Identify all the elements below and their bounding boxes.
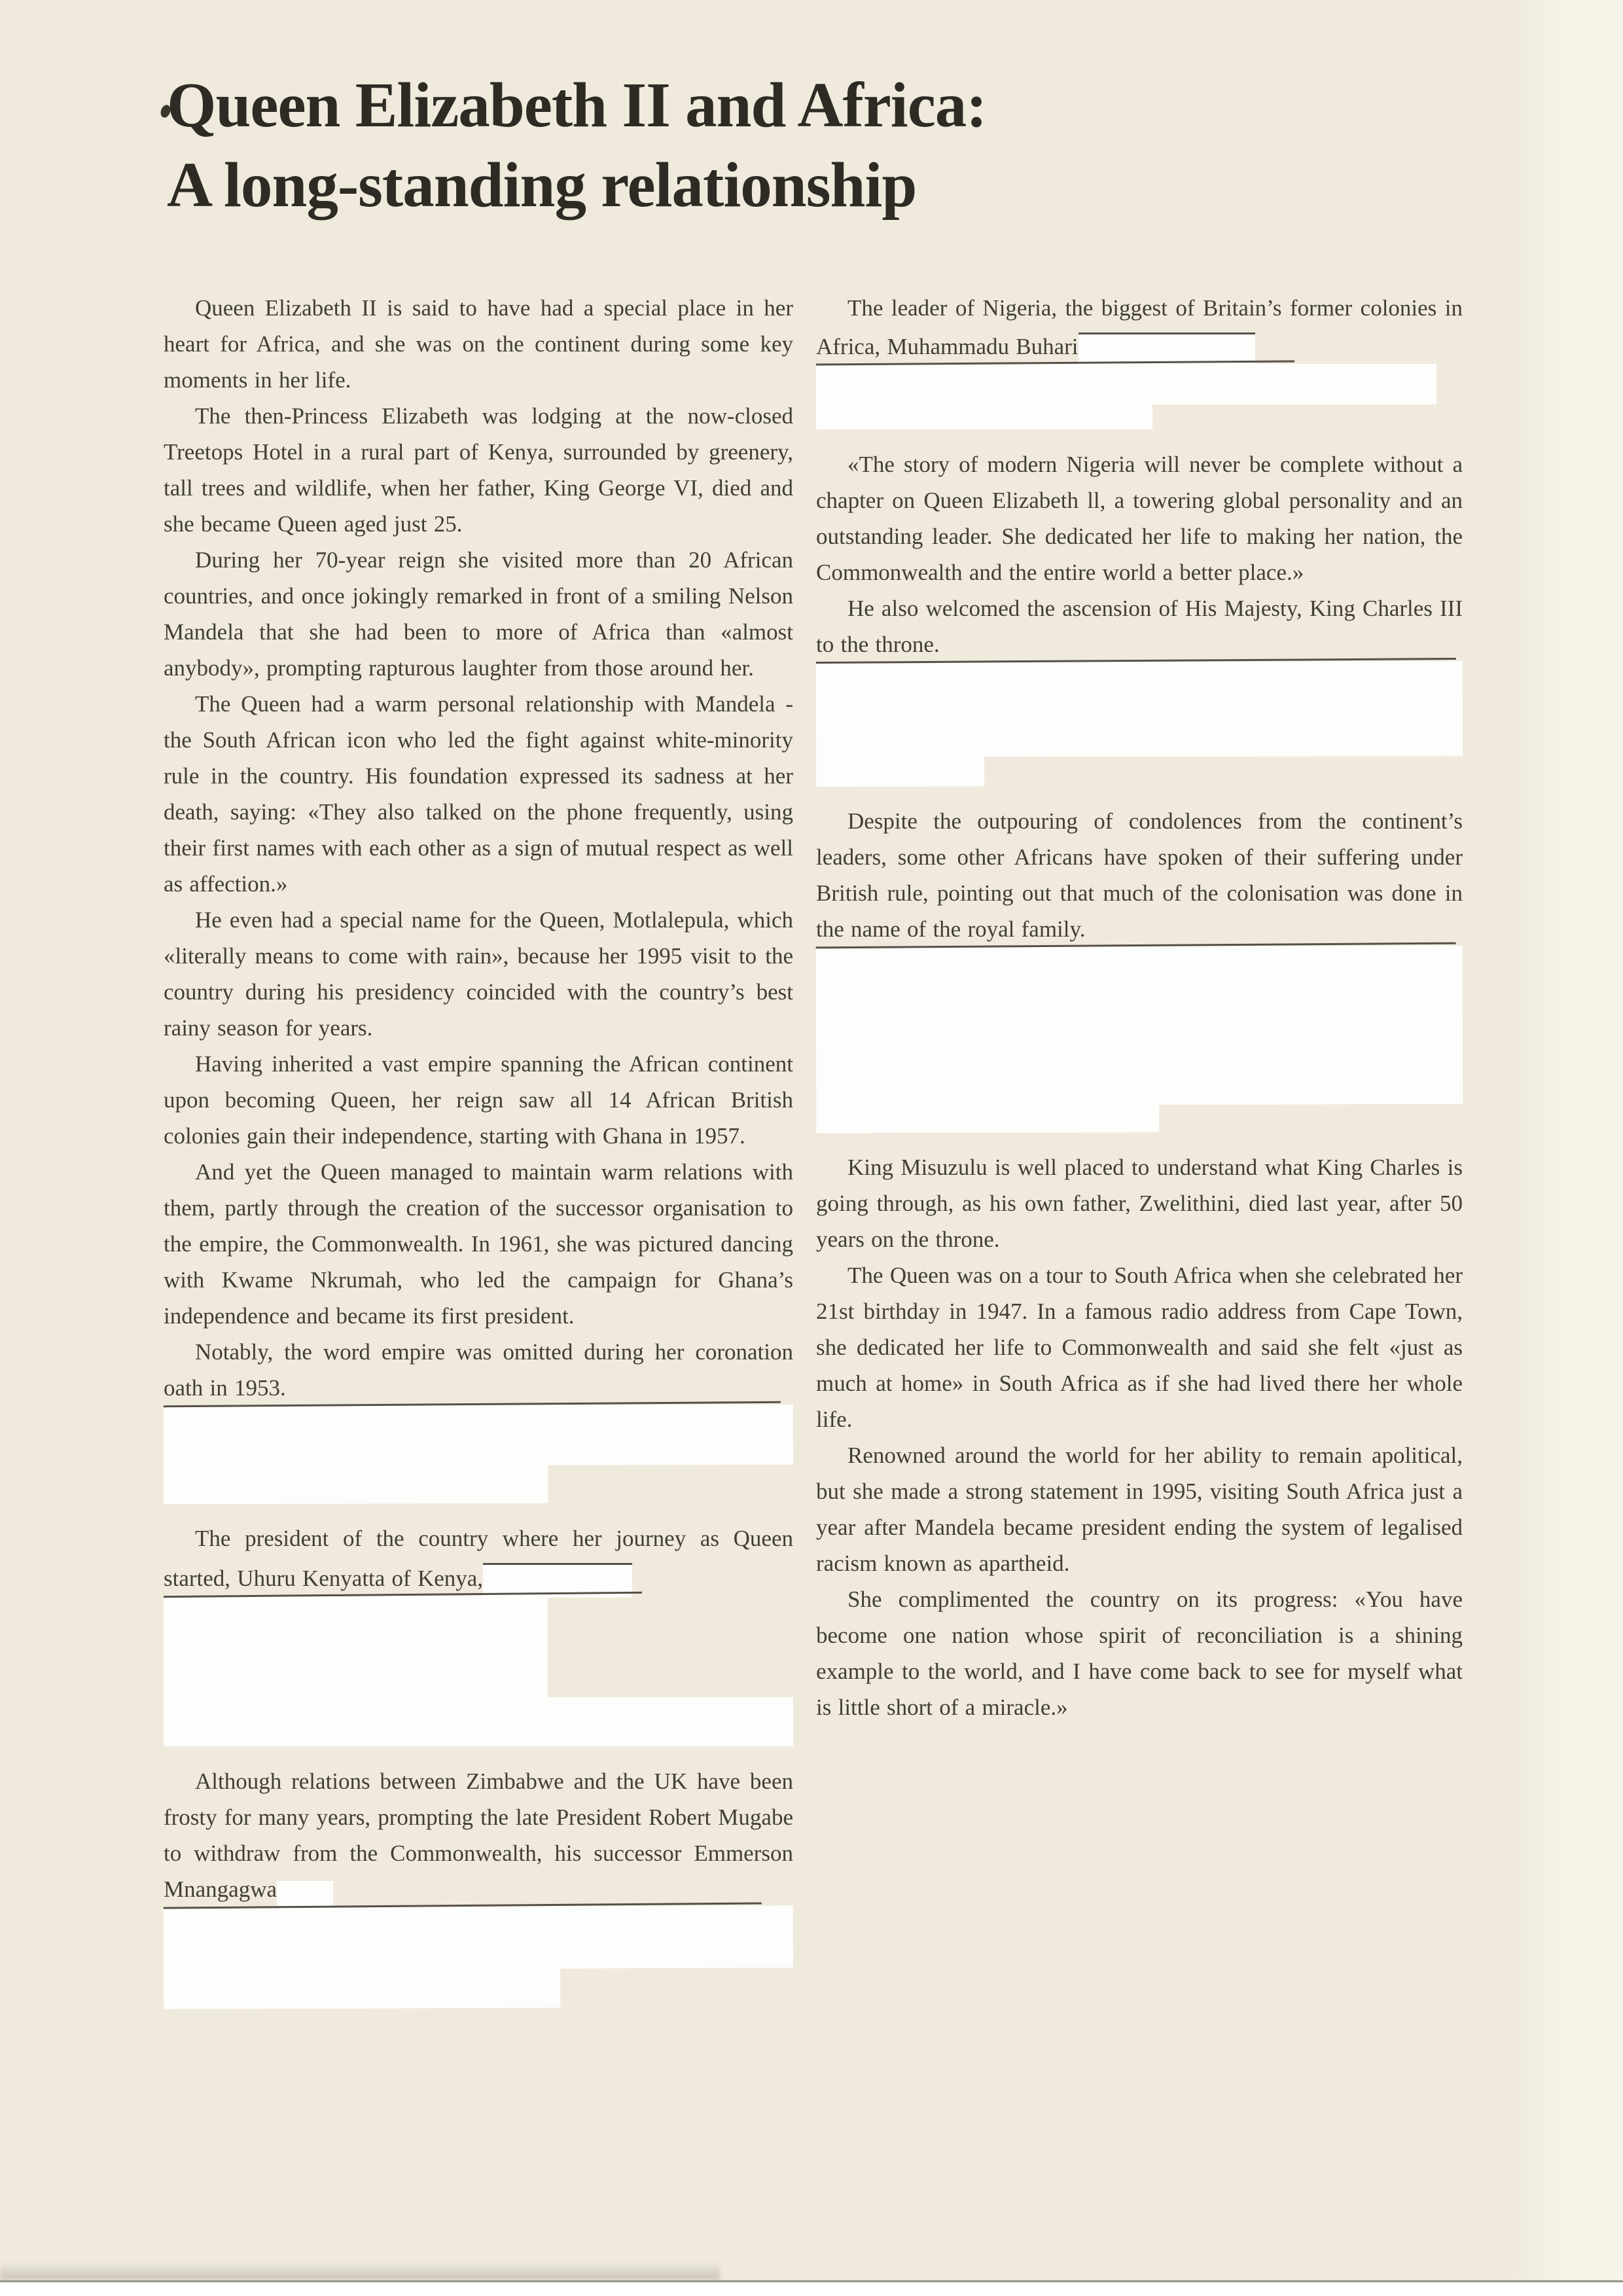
redaction-box — [816, 362, 1463, 429]
paragraph — [164, 1520, 793, 1596]
redaction-area — [164, 1969, 560, 2009]
redaction-box — [164, 1594, 793, 1746]
paragraph: The then-Princess Elizabeth was lodging at the now-closed Treetops Hotel in a rural part of Kenya, surrounded by greenery, tall trees and wildlife, when her father, King George VI, died and she became Queen aged just 25. — [164, 403, 793, 537]
paragraph: King Misuzulu is well placed to understand what King Charles is going through, as his own father, Zwelithini, died last year, after 50 years on the throne. — [816, 1155, 1463, 1252]
paragraph: The Queen was on a tour to South Africa when she celebrated her 21st birthday in 1947. In a famous radio address from Cape Town, she dedicated her life to Commonwealth and said she felt «just as much at home» in South Africa as if she had lived there her whole life. — [816, 1263, 1463, 1432]
redaction-area — [816, 404, 1152, 429]
paragraph: Having inherited a vast empire spanning the African continent upon becoming Queen, her reign saw all 14 African British colonies gain their independence, starting with Ghana in 1957. — [164, 1051, 793, 1149]
paragraph: Renowned around the world for her ability to remain apolitical, but she made a strong statement in 1995, visiting South Africa just a year after Mandela became president ending the system of legalised racism known as apartheid. — [816, 1443, 1463, 1576]
redaction-area — [816, 364, 1436, 404]
redaction-area — [164, 1596, 548, 1697]
redaction-box — [816, 659, 1463, 787]
paragraph: She complimented the country on its progress: «You have become one nation whose spirit of reconciliation is a shining example to the world, and I have come back to see for myself what is little short of a miracle.» — [816, 1587, 1463, 1720]
redaction-area — [816, 661, 1463, 757]
redaction-area — [816, 1105, 1159, 1133]
redaction-area — [164, 1905, 793, 1969]
title-line-2: A long-standing relationship — [167, 150, 917, 221]
redaction-box — [164, 1403, 793, 1505]
paragraph-text: The president of the country where her journey as Queen started, Uhuru Kenyatta of Kenya, — [164, 1526, 793, 1591]
redaction-box — [164, 1903, 794, 2009]
redaction-area — [164, 1405, 793, 1467]
redaction-area — [164, 1465, 548, 1505]
paragraph: He even had a special name for the Queen, Motlalepula, which «literally means to come with rain», because her 1995 visit to the country during his presidency coincided with the country’s best rainy season for years. — [164, 907, 793, 1041]
paragraph — [816, 290, 1463, 365]
paragraph: «The story of modern Nigeria will never be complete without a chapter on Queen Elizabeth ll, a towering global personality and an outstanding leader. She dedicated her life to making her nation, the Commonwealth and the entire world a better place.» — [816, 452, 1463, 585]
title-line-1: Queen Elizabeth II and Africa: — [167, 70, 987, 140]
paragraph-text: Although relations between Zimbabwe and the UK have been frosty for many years, prompting the late President Robert Mugabe to withdraw from the Commonwealth, his successor Emmerson Mnangagwa — [164, 1768, 793, 1902]
paragraph-text: The leader of Nigeria, the biggest of Britain’s former colonies in Africa, Muhammadu Buhari — [816, 295, 1463, 359]
column-left — [164, 290, 793, 2008]
scanner-edge-right — [1512, 0, 1623, 2280]
paragraph: Despite the outpouring of condolences from the continent’s leaders, some other Africans have spoken of their suffering under British rule, pointing out that much of the colonisation was done in the name of the royal family. — [816, 808, 1463, 942]
paragraph: The Queen had a warm personal relationship with Mandela - the South African icon who led the fight against white-minority rule in the country. His foundation expressed its sadness at her death, saying: «They also talked on the phone frequently, using their first names with each other as a sign of mutual respect as well as affection.» — [164, 691, 793, 897]
paragraph: He also welcomed the ascension of His Majesty, King Charles III to the throne. — [816, 596, 1463, 657]
redaction-area — [816, 946, 1463, 1106]
article-title — [167, 65, 1450, 225]
paragraph: During her 70-year reign she visited more than 20 African countries, and once jokingly remarked in front of a smiling Nelson Mandela that she had been to more of Africa than «almost anybody», prompting rapturous laughter from those around her. — [164, 547, 793, 681]
redaction-box — [816, 944, 1463, 1134]
column-right — [816, 290, 1463, 1725]
page-edge-shadow — [0, 2263, 720, 2280]
paragraph: And yet the Queen managed to maintain warm relations with them, partly through the creation of the successor organisation to the empire, the Commonwealth. In 1961, she was pictured dancing with Kwame Nkrumah, who led the campaign for Ghana’s independence and became its first president. — [164, 1159, 793, 1329]
redaction-area — [816, 757, 984, 786]
redaction-area — [164, 1697, 793, 1746]
inline-redaction — [277, 1881, 333, 1909]
paragraph — [164, 1763, 793, 1907]
paragraph: Notably, the word empire was omitted during her coronation oath in 1953. — [164, 1339, 793, 1401]
paragraph: Queen Elizabeth II is said to have had a special place in her heart for Africa, and she was on the continent during some key moments in her life. — [164, 295, 793, 393]
